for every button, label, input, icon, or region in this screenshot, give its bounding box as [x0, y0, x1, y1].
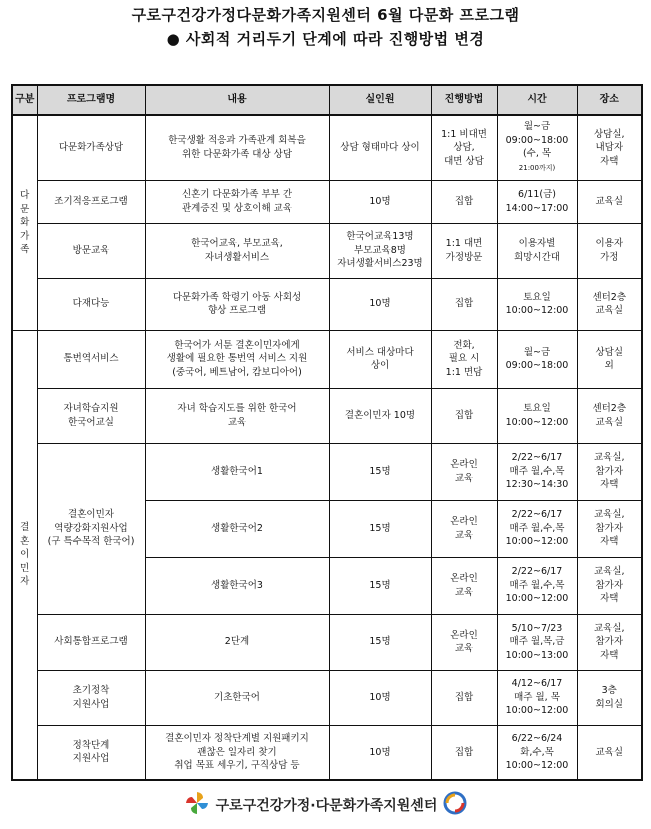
category-multicultural-family: 다 문 화 가 족: [12, 115, 37, 330]
program-time: 월~금 09:00~18:00: [497, 330, 577, 388]
program-content: 다문화가족 학령기 아동 사회성 향상 프로그램: [145, 278, 329, 330]
program-content: 한국생활 적응과 가족관계 회복을 위한 다문화가족 대상 상담: [145, 115, 329, 180]
program-content: 생활한국어1: [145, 443, 329, 500]
program-people: 15명: [329, 443, 431, 500]
program-method: 전화, 필요 시 1:1 면담: [431, 330, 497, 388]
pinwheel-logo-icon: [184, 790, 210, 820]
program-time: 2/22~6/17 매주 월,수,목 10:00~12:00: [497, 557, 577, 614]
program-people: 15명: [329, 614, 431, 670]
program-people: 10명: [329, 725, 431, 780]
program-people: 15명: [329, 557, 431, 614]
program-time: 6/11(금) 14:00~17:00: [497, 180, 577, 223]
program-method: 집합: [431, 278, 497, 330]
table-row: [12, 725, 642, 780]
header-content: 내용: [145, 85, 329, 115]
program-place: 센터2층 교육실: [577, 388, 642, 443]
program-people: 한국어교육13명 부모교육8명 자녀생활서비스23명: [329, 223, 431, 278]
table-row: [12, 223, 642, 278]
header-time: 시간: [497, 85, 577, 115]
program-place: 상담실 외: [577, 330, 642, 388]
footer: [0, 790, 651, 820]
program-time: 토요일 10:00~12:00: [497, 278, 577, 330]
program-time: 4/12~6/17 매주 월, 목 10:00~12:00: [497, 670, 577, 725]
program-content: 2단계: [145, 614, 329, 670]
program-name: 정착단계 지원사업: [37, 725, 145, 780]
program-time: 6/22~6/24 화,수,목 10:00~12:00: [497, 725, 577, 780]
program-people: 15명: [329, 500, 431, 557]
program-content: 한국어교육, 부모교육, 자녀생활서비스: [145, 223, 329, 278]
program-method: 온라인 교육: [431, 557, 497, 614]
header-place: 장소: [577, 85, 642, 115]
program-content: 생활한국어3: [145, 557, 329, 614]
table-row: [12, 388, 642, 443]
time-note: 21:00까지): [518, 163, 556, 172]
table-row: [12, 278, 642, 330]
header-method: 진행방법: [431, 85, 497, 115]
table-header-row: [12, 85, 642, 115]
program-place: 교육실, 참가자 자택: [577, 557, 642, 614]
program-people: 결혼이민자 10명: [329, 388, 431, 443]
program-people: 상담 형태마다 상이: [329, 115, 431, 180]
program-place: 교육실, 참가자 자택: [577, 500, 642, 557]
table-row: [12, 443, 642, 500]
program-place: 3층 회의실: [577, 670, 642, 725]
footer-organization-name: 구로구건강가정·다문화가족지원센터: [215, 798, 438, 814]
table-row: [12, 614, 642, 670]
program-method: 온라인 교육: [431, 614, 497, 670]
program-method: 온라인 교육: [431, 443, 497, 500]
program-people: 10명: [329, 278, 431, 330]
program-place: 교육실, 참가자 자택: [577, 443, 642, 500]
page-title: 구로구건강가정다문화가족지원센터 6월 다문화 프로그램: [131, 6, 520, 24]
header-program: 프로그램명: [37, 85, 145, 115]
program-method: 집합: [431, 180, 497, 223]
program-method: 온라인 교육: [431, 500, 497, 557]
program-method: 집합: [431, 670, 497, 725]
program-time: 5/10~7/23 매주 월,목,금 10:00~13:00: [497, 614, 577, 670]
table-row: [12, 115, 642, 180]
program-table: [11, 84, 643, 781]
program-name: 자녀학습지원 한국어교실: [37, 388, 145, 443]
page-subtitle: ● 사회적 거리두기 단계에 따라 진행방법 변경: [166, 30, 485, 48]
program-place: 상담실, 내담자 자택: [577, 115, 642, 180]
program-name: 조기적응프로그램: [37, 180, 145, 223]
program-name: 초기정착 지원사업: [37, 670, 145, 725]
program-content: 한국어가 서툰 결혼이민자에게 생활에 필요한 통번역 서비스 지원 (중국어, 베트남어, 캄보디아어): [145, 330, 329, 388]
program-name: 다재다능: [37, 278, 145, 330]
program-place: 교육실: [577, 725, 642, 780]
program-name: 다문화가족상담: [37, 115, 145, 180]
program-content: 신혼기 다문화가족 부부 간 관계증진 및 상호이해 교육: [145, 180, 329, 223]
category-marriage-immigrant: 결 혼 이 민 자: [12, 330, 37, 780]
program-place: 이용자 가정: [577, 223, 642, 278]
program-time: [497, 115, 577, 180]
program-time: 이용자별 희망시간대: [497, 223, 577, 278]
program-content: 기초한국어: [145, 670, 329, 725]
program-people: 10명: [329, 180, 431, 223]
program-method: 1:1 비대면 상담, 대면 상담: [431, 115, 497, 180]
table-row: [12, 670, 642, 725]
program-name: 통번역서비스: [37, 330, 145, 388]
program-people: 서비스 대상마다 상이: [329, 330, 431, 388]
program-time: 2/22~6/17 매주 월,수,목 10:00~12:00: [497, 500, 577, 557]
program-place: 교육실, 참가자 자택: [577, 614, 642, 670]
table-row: [12, 180, 642, 223]
table-row: [12, 330, 642, 388]
program-time: 2/22~6/17 매주 월,수,목 12:30~14:30: [497, 443, 577, 500]
program-method: 1:1 대면 가정방문: [431, 223, 497, 278]
program-content: 결혼이민자 정착단계별 지원패키지 괜찮은 일자리 찾기 취업 목표 세우기, 구직상담 등: [145, 725, 329, 780]
program-name: 사회통합프로그램: [37, 614, 145, 670]
program-content: 생활한국어2: [145, 500, 329, 557]
program-people: 10명: [329, 670, 431, 725]
program-name: 방문교육: [37, 223, 145, 278]
program-name: 결혼이민자 역량강화지원사업 (구 특수목적 한국어): [37, 443, 145, 614]
program-method: 집합: [431, 388, 497, 443]
time-main: 월~금 09:00~18:00 (수, 목: [505, 121, 569, 160]
program-place: 센터2층 교육실: [577, 278, 642, 330]
program-place: 교육실: [577, 180, 642, 223]
program-content: 자녀 학습지도를 위한 한국어 교육: [145, 388, 329, 443]
header-category: 구분: [12, 85, 37, 115]
swirl-logo-icon: [443, 791, 467, 819]
header-people: 실인원: [329, 85, 431, 115]
program-time: 토요일 10:00~12:00: [497, 388, 577, 443]
program-method: 집합: [431, 725, 497, 780]
